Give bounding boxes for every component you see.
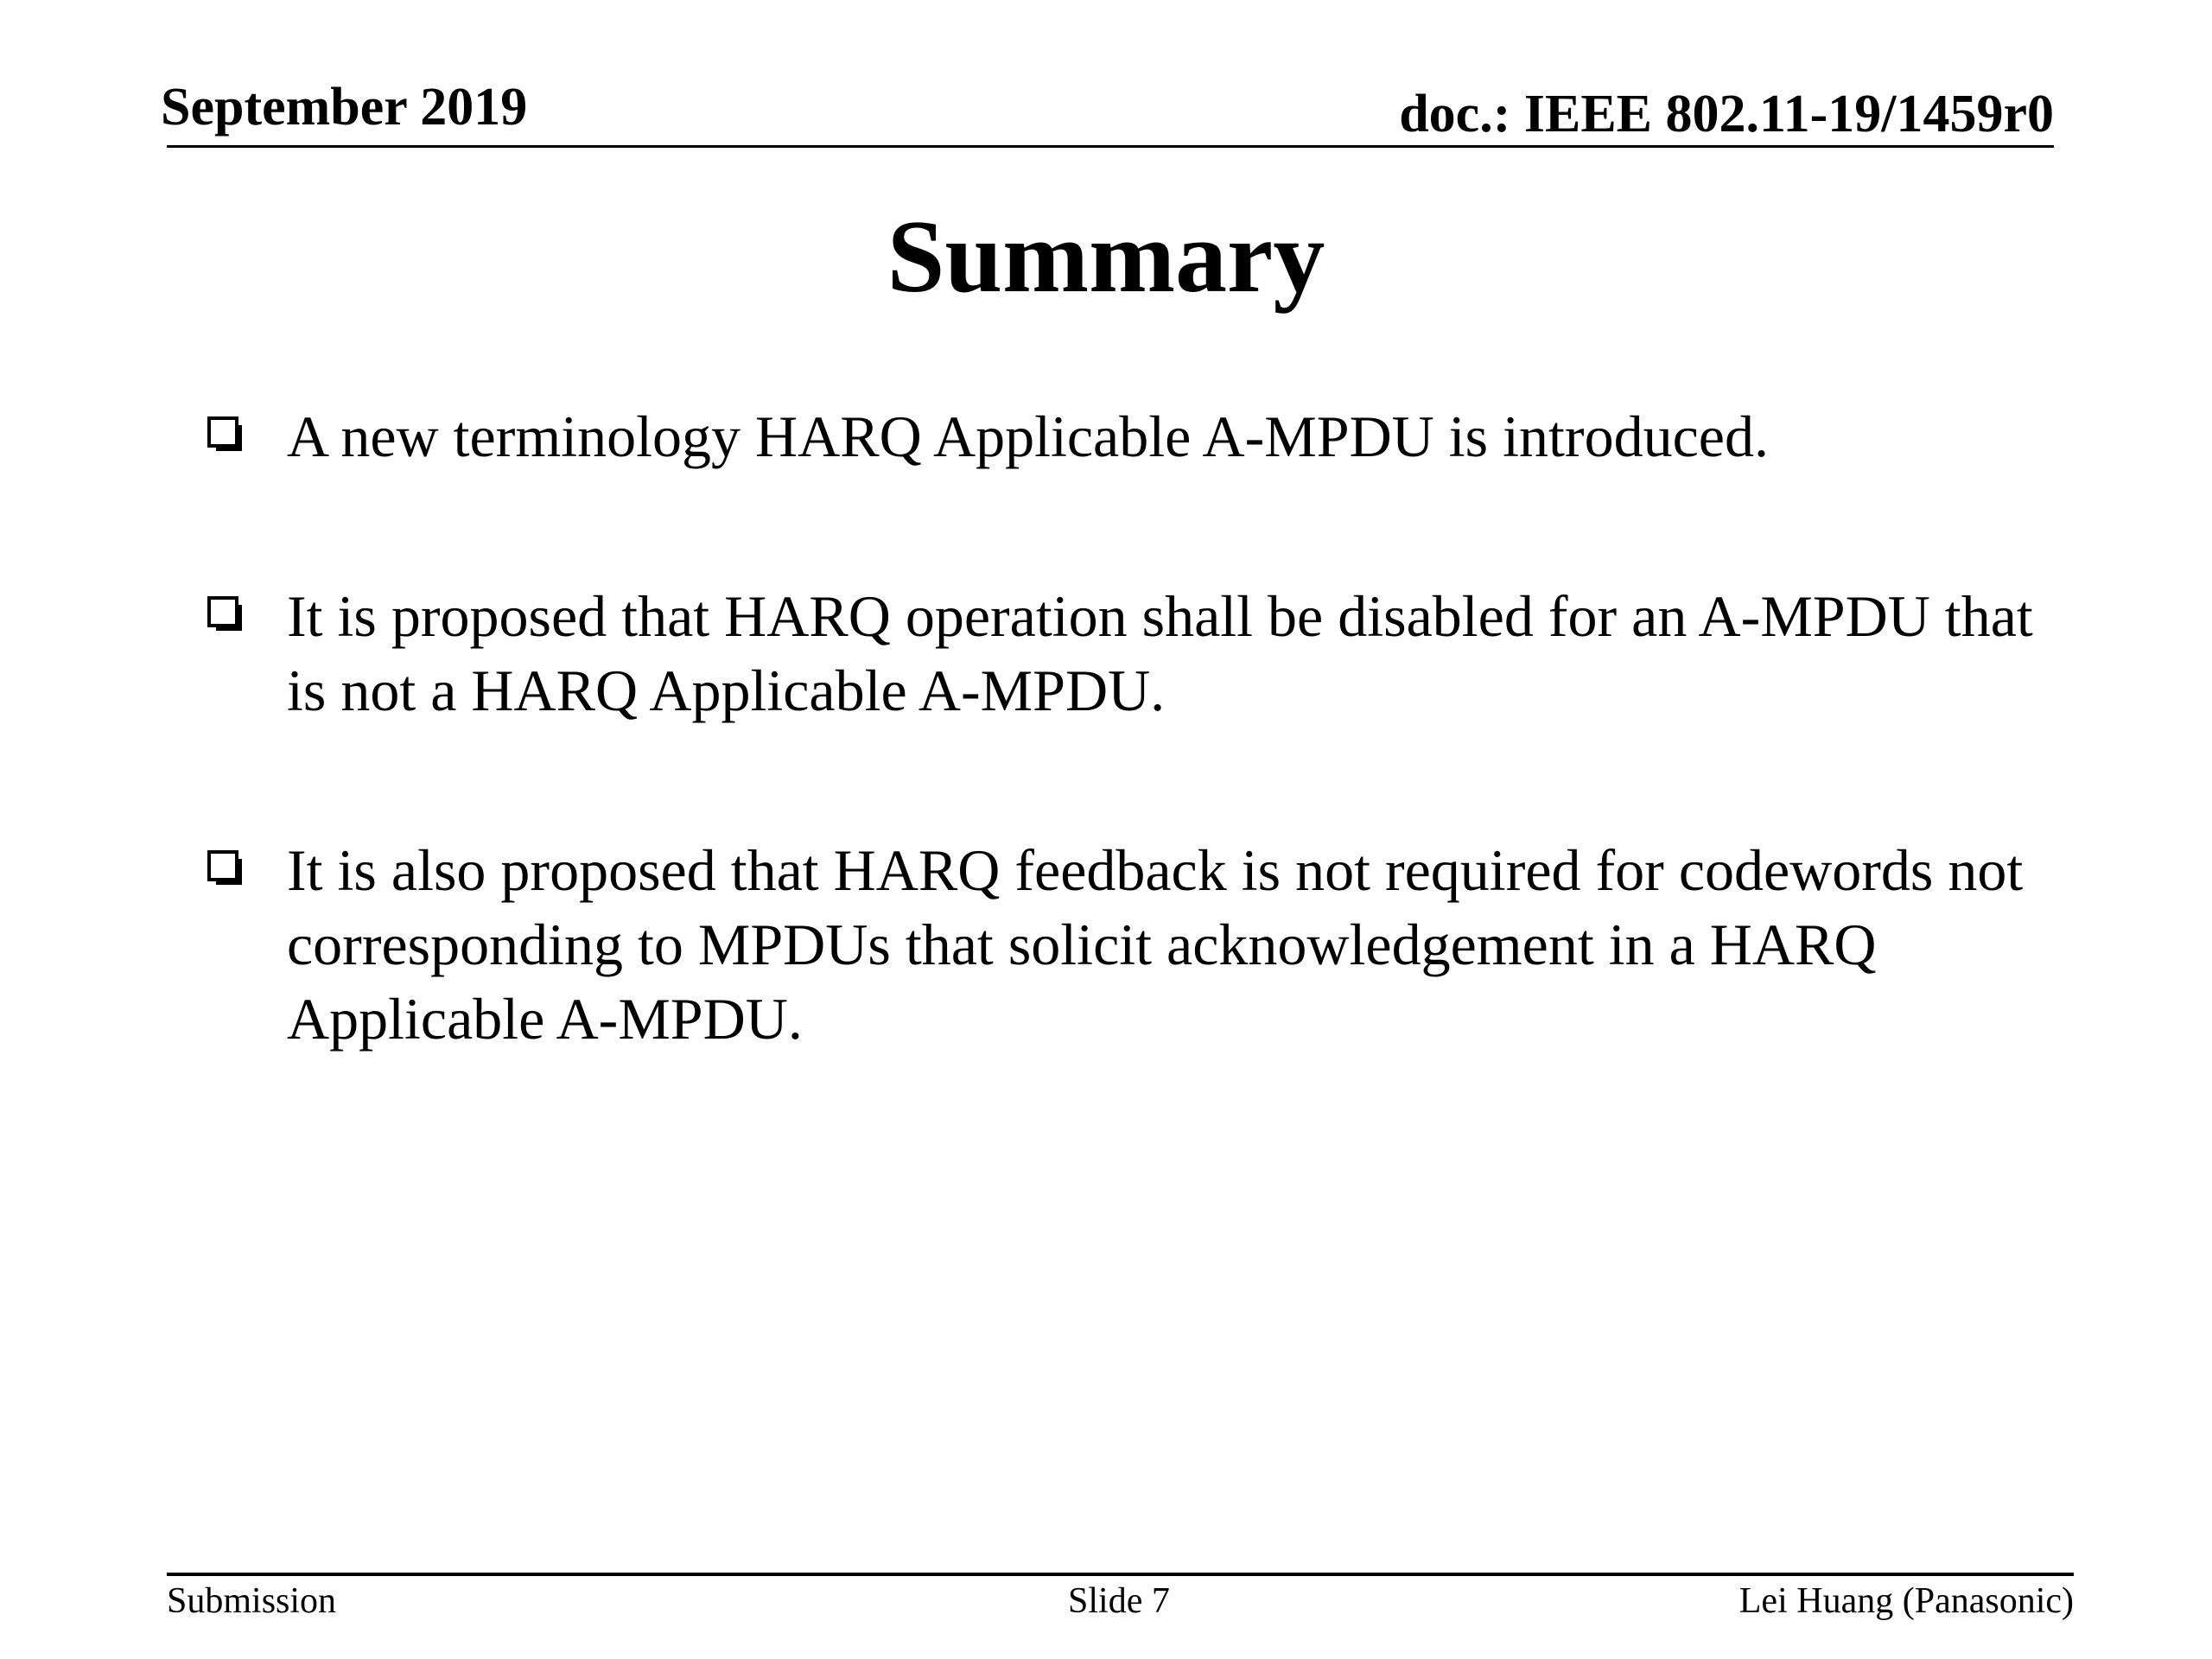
checkbox-square-icon — [207, 850, 242, 885]
bullet-text: A new terminology HARQ Applicable A-MPDU is introduced. — [287, 404, 1769, 469]
bullet-list — [207, 399, 2039, 1056]
bullet-item — [207, 579, 2039, 728]
checkbox-square-icon — [207, 416, 242, 451]
bullet-text: It is also proposed that HARQ feedback is not required for codewords not corresponding to MPDUs that solicit acknowledgement in a HARQ Applicable A-MPDU. — [287, 837, 2024, 1052]
header-date: September 2019 — [161, 78, 528, 137]
bullet-item — [207, 399, 2039, 474]
footer-slide-number: Slide 7 — [1068, 1581, 1170, 1621]
header-doc-id: doc.: IEEE 802.11-19/1459r0 — [1399, 85, 2054, 143]
slide-title: Summary — [887, 199, 1325, 314]
footer-divider — [167, 1573, 2074, 1576]
bullet-item — [207, 833, 2039, 1056]
footer-submission: Submission — [167, 1581, 337, 1621]
checkbox-square-icon — [207, 596, 242, 631]
footer-author: Lei Huang (Panasonic) — [1738, 1581, 2074, 1621]
bullet-text: It is proposed that HARQ operation shall be disabled for an A-MPDU that is not a HARQ Applicable A-MPDU. — [287, 583, 2033, 723]
header-divider — [167, 145, 2054, 148]
